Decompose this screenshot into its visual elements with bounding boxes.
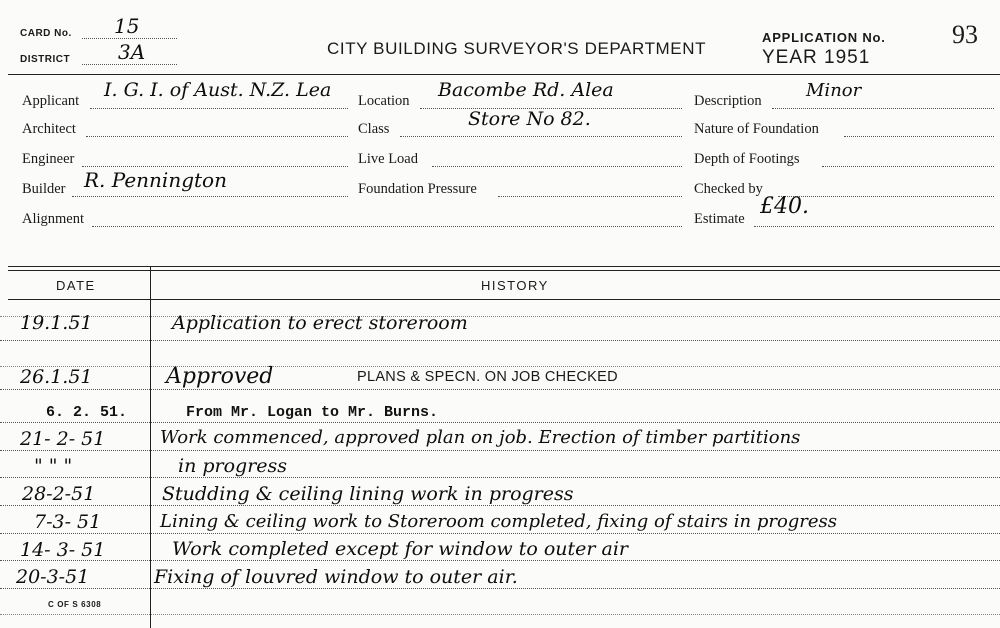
form-code: C OF S 6308 — [48, 600, 102, 609]
foundation-pressure-line — [498, 196, 682, 197]
card-no-value: 15 — [114, 14, 140, 38]
history-date: " " " — [34, 455, 73, 477]
location-value: Bacombe Rd. Alea — [438, 79, 614, 101]
column-divider — [150, 267, 151, 628]
history-date: 21- 2- 51 — [20, 428, 106, 450]
class-line — [400, 136, 682, 137]
application-no-label: APPLICATION No. — [762, 30, 886, 45]
date-column-header: DATE — [56, 278, 96, 293]
plans-checked-stamp: PLANS & SPECN. ON JOB CHECKED — [357, 369, 618, 385]
foundation-pressure-label: Foundation Pressure — [358, 181, 477, 197]
class-label: Class — [358, 121, 390, 137]
history-entry: Fixing of louvred window to outer air. — [154, 566, 518, 588]
history-date: 6. 2. 51. — [46, 404, 128, 421]
alignment-label: Alignment — [22, 211, 85, 227]
nature-of-foundation-line — [844, 136, 994, 137]
checked-by-line — [778, 196, 994, 197]
engineer-label: Engineer — [22, 151, 75, 167]
history-entry: in progress — [178, 455, 288, 477]
ruled-line — [0, 422, 1000, 423]
history-date: 26.1.51 — [20, 366, 93, 388]
ruled-line — [0, 366, 1000, 367]
history-date: 14- 3- 51 — [20, 539, 106, 561]
history-date: 28-2-51 — [22, 483, 96, 505]
history-entry: From Mr. Logan to Mr. Burns. — [186, 404, 439, 421]
live-load-line — [432, 166, 682, 167]
ruled-line — [0, 560, 1000, 561]
district-label: DISTRICT — [20, 54, 71, 65]
history-entry: Work completed except for window to outer air — [172, 538, 629, 560]
history-entry: Approved — [166, 364, 274, 389]
header-rule — [8, 74, 1000, 75]
table-top-rule-2 — [8, 270, 1000, 271]
ruled-line — [0, 389, 1000, 390]
application-no-value: 93 — [952, 20, 978, 49]
class-value: Store No 82. — [468, 108, 591, 130]
location-label: Location — [358, 93, 410, 109]
builder-label: Builder — [22, 181, 66, 197]
nature-of-foundation-label: Nature of Foundation — [694, 121, 819, 137]
ruled-line — [0, 614, 1000, 615]
table-header-rule — [8, 299, 1000, 300]
builder-line — [72, 196, 348, 197]
applicant-line — [90, 108, 348, 109]
history-entry: Lining & ceiling work to Storeroom completed, fixing of stairs in progress — [160, 511, 838, 532]
description-value: Minor — [806, 80, 862, 101]
card-no-label: CARD No. — [20, 28, 72, 39]
card-no-line — [82, 38, 177, 39]
alignment-line — [92, 226, 682, 227]
applicant-value: I. G. I. of Aust. N.Z. Lea — [104, 79, 332, 101]
history-date: 19.1.51 — [20, 312, 93, 334]
description-line — [772, 108, 994, 109]
engineer-line — [82, 166, 348, 167]
ruled-line — [0, 505, 1000, 506]
estimate-line — [754, 226, 994, 227]
history-column-header: HISTORY — [481, 278, 549, 293]
ruled-line — [0, 588, 1000, 589]
estimate-label: Estimate — [694, 211, 745, 227]
depth-of-footings-line — [822, 166, 994, 167]
ruled-line — [0, 316, 1000, 317]
architect-line — [86, 136, 348, 137]
ruled-line — [0, 340, 1000, 341]
table-top-rule — [8, 266, 1000, 267]
department-title: CITY BUILDING SURVEYOR'S DEPARTMENT — [327, 39, 707, 58]
checked-by-label: Checked by — [694, 181, 763, 197]
architect-label: Architect — [22, 121, 76, 137]
history-date: 20-3-51 — [16, 566, 90, 588]
history-entry: Application to erect storeroom — [172, 312, 468, 334]
year-label: YEAR 1951 — [762, 47, 871, 68]
district-line — [82, 64, 177, 65]
history-entry: Studding & ceiling lining work in progress — [162, 483, 574, 505]
description-label: Description — [694, 93, 762, 109]
district-value: 3A — [118, 40, 146, 64]
builder-value: R. Pennington — [84, 168, 227, 192]
ruled-line — [0, 450, 1000, 451]
applicant-label: Applicant — [22, 93, 80, 109]
live-load-label: Live Load — [358, 151, 418, 167]
estimate-value: £40. — [760, 194, 809, 219]
history-date: 7-3- 51 — [34, 511, 102, 533]
depth-of-footings-label: Depth of Footings — [694, 151, 800, 167]
ruled-line — [0, 533, 1000, 534]
ruled-line — [0, 477, 1000, 478]
history-entry: Work commenced, approved plan on job. Erection of timber partitions — [160, 427, 801, 448]
